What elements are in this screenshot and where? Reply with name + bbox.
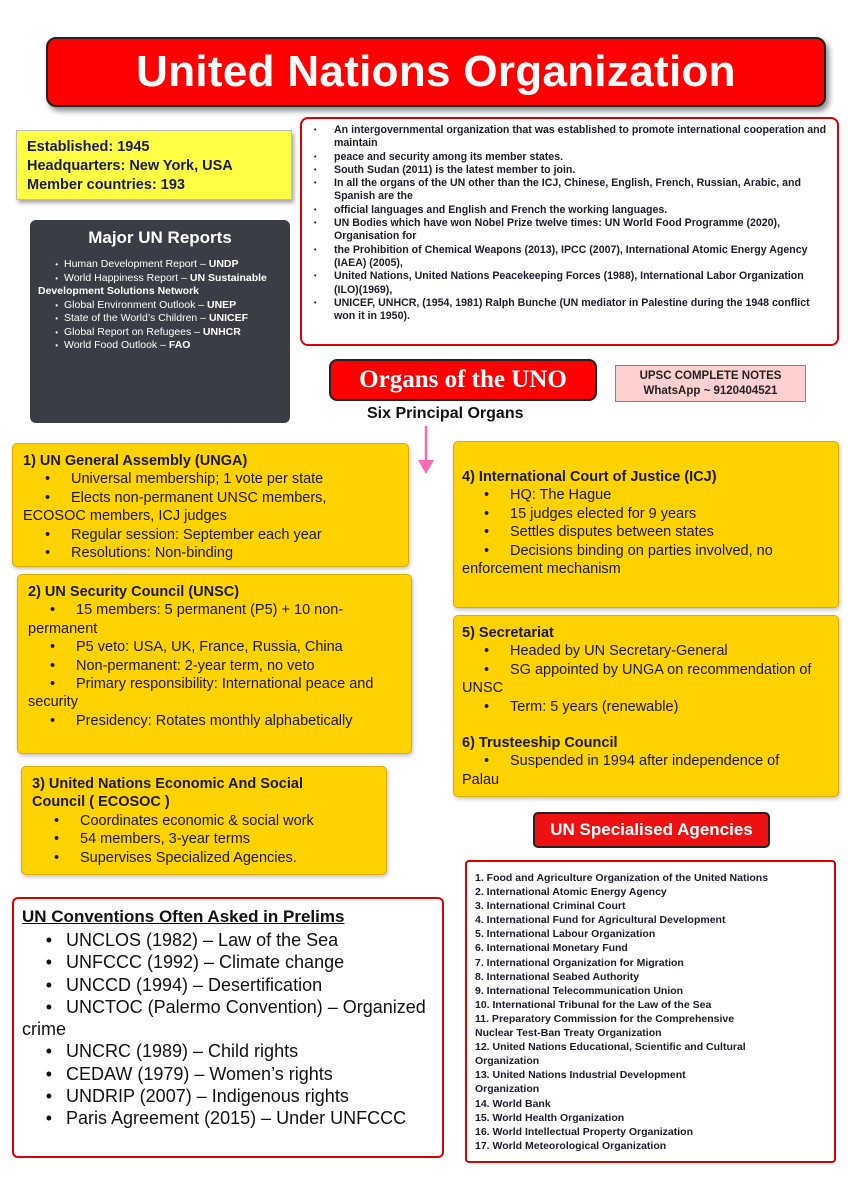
agency-item: 7. International Organization for Migration — [475, 956, 684, 969]
convention-item: • CEDAW (1979) – Women’s rights — [45, 1063, 333, 1084]
major-reports-box — [30, 220, 290, 423]
secretariat-item: • SG appointed by UNGA on recommendation of — [484, 661, 812, 678]
report-item: • World Food Outlook – FAO — [55, 339, 191, 351]
icj-item: • HQ: The Hague — [484, 487, 612, 504]
convention-item: • UNCCD (1994) – Desertification — [45, 974, 323, 995]
agency-item: 6. International Monetary Fund — [475, 942, 628, 955]
unga-item-wrap: ECOSOC members, ICJ judges — [23, 508, 227, 525]
agency-item: 5. International Labour Organization — [475, 928, 656, 941]
agency-item: 12. United Nations Educational, Scientific and Cultural — [475, 1041, 746, 1054]
report-item: • State of the World’s Children – UNICEF — [55, 312, 249, 324]
unsc-box — [17, 574, 412, 754]
spacer — [462, 716, 830, 734]
icj-box — [453, 441, 839, 608]
agency-item: 8. International Seabed Authority — [475, 970, 640, 983]
member-countries-line: Member countries: 193 — [27, 177, 185, 193]
down-arrow-icon — [416, 426, 436, 476]
conventions-heading: UN Conventions Often Asked in Prelims — [22, 907, 345, 926]
icj-item: • 15 judges elected for 9 years — [484, 505, 697, 522]
convention-item-wrap: crime — [22, 1019, 66, 1040]
secretariat-item: • Headed by UN Secretary-General — [484, 643, 728, 660]
agency-item: 3. International Criminal Court — [475, 900, 626, 913]
fact-line: • An intergovernmental organization that was established to promote international cooperation and maintain — [314, 124, 827, 150]
un-facts-box — [300, 117, 839, 346]
organs-banner — [329, 359, 597, 401]
agency-item: Organization — [475, 1083, 540, 1096]
established-box — [16, 130, 292, 200]
trusteeship-item-wrap: Palau — [462, 771, 500, 788]
convention-item: • UNCTOC (Palermo Convention) – Organized — [45, 996, 426, 1017]
agency-item: 15. World Health Organization — [475, 1111, 625, 1124]
unsc-item: • Primary responsibility: International peace and — [50, 676, 374, 693]
agency-item: 13. United Nations Industrial Development — [475, 1069, 686, 1082]
unsc-heading: 2) UN Security Council (UNSC) — [28, 584, 240, 600]
convention-item: • UNCRC (1989) – Child rights — [45, 1041, 299, 1062]
trusteeship-item: • Suspended in 1994 after independence of — [484, 753, 780, 770]
headquarters-line: Headquarters: New York, USA — [27, 158, 233, 174]
agency-item: 4. International Fund for Agricultural Development — [475, 914, 726, 927]
unsc-item: • Presidency: Rotates monthly alphabetically — [50, 712, 353, 729]
agency-item: 10. International Tribunal for the Law of the Sea — [475, 998, 712, 1011]
agencies-banner — [533, 812, 770, 848]
unga-item: • Elects non-permanent UNSC members, — [45, 489, 327, 506]
fact-line: • In all the organs of the UN other than the ICJ, Chinese, English, French, Russian, Arabic, and Spanish are the — [314, 177, 801, 203]
fact-line: • UN Bodies which have won Nobel Prize twelve times: UN World Food Programme (2020), Organisation for — [314, 217, 781, 243]
unga-item: • Resolutions: Non-binding — [45, 545, 234, 562]
convention-item: • Paris Agreement (2015) – Under UNFCCC — [45, 1108, 407, 1129]
unga-item: • Regular session: September each year — [45, 526, 322, 543]
agencies-list — [465, 860, 836, 1163]
icj-heading: 4) International Court of Justice (ICJ) — [462, 469, 717, 485]
unsc-item: • Non-permanent: 2-year term, no veto — [50, 657, 315, 674]
organs-title: Organs of the UNO — [359, 366, 567, 393]
unsc-item-wrap: permanent — [28, 620, 98, 637]
secretariat-box — [453, 615, 839, 797]
icj-item: • Decisions binding on parties involved, no — [484, 542, 773, 559]
convention-item: • UNFCCC (1992) – Climate change — [45, 952, 345, 973]
ecosoc-item: • Supervises Specialized Agencies. — [54, 849, 297, 866]
agency-item: 2. International Atomic Energy Agency — [475, 886, 667, 899]
upsc-notes-badge — [615, 365, 806, 402]
ecosoc-heading: Council ( ECOSOC ) — [32, 794, 170, 811]
ecosoc-item: • Coordinates economic & social work — [54, 812, 314, 829]
icj-item: • Settles disputes between states — [484, 524, 714, 541]
title-banner — [46, 37, 826, 107]
report-item: • Global Report on Refugees – UNHCR — [55, 325, 241, 338]
unga-heading: 1) UN General Assembly (UNGA) — [23, 453, 248, 469]
secretariat-item-wrap: UNSC — [462, 680, 504, 697]
agency-item: 17. World Meteorological Organization — [475, 1139, 667, 1152]
agency-item: 9. International Telecommunication Union — [475, 984, 684, 997]
conventions-box — [12, 897, 444, 1158]
agency-item: Nuclear Test-Ban Treaty Organization — [475, 1027, 662, 1040]
trusteeship-heading: 6) Trusteeship Council — [462, 735, 618, 752]
page-title: United Nations Organization — [136, 47, 736, 96]
upsc-line: UPSC COMPLETE NOTES — [639, 370, 782, 382]
unsc-item: • 15 members: 5 permanent (P5) + 10 non- — [50, 602, 344, 619]
secretariat-item: • Term: 5 years (renewable) — [484, 698, 679, 715]
report-item: • Human Development Report – UNDP — [55, 258, 239, 270]
established-line: Established: 1945 — [27, 139, 150, 155]
ecosoc-heading: 3) United Nations Economic And Social — [32, 776, 303, 792]
secretariat-heading: 5) Secretariat — [462, 625, 554, 641]
agency-item: 16. World Intellectual Property Organization — [475, 1125, 694, 1138]
ecosoc-box — [21, 766, 387, 875]
organs-subtitle: Six Principal Organs — [367, 405, 524, 422]
unsc-item-wrap: security — [28, 694, 78, 711]
fact-line: • peace and security among its member states. — [314, 150, 564, 163]
unga-box — [12, 443, 409, 567]
agencies-title: UN Specialised Agencies — [550, 820, 753, 839]
fact-line: • South Sudan (2011) is the latest member to join. — [314, 163, 576, 176]
fact-line: • UNICEF, UNHCR, (1954, 1981) Ralph Bunche (UN mediator in Palestine during the 1948 conflict won it in 1950). — [314, 296, 810, 323]
ecosoc-item: • 54 members, 3-year terms — [54, 831, 251, 848]
whatsapp-line: WhatsApp ~ 9120404521 — [643, 385, 778, 397]
unsc-item: • P5 veto: USA, UK, France, Russia, China — [50, 639, 343, 656]
agency-item: 1. Food and Agriculture Organization of the United Nations — [475, 872, 769, 884]
unga-item: • Universal membership; 1 vote per state — [45, 471, 324, 488]
icj-item-wrap: enforcement mechanism — [462, 561, 621, 578]
agency-item: Organization — [475, 1055, 540, 1068]
fact-line: • official languages and English and French the working languages. — [314, 203, 668, 216]
agency-item: 11. Preparatory Commission for the Comprehensive — [475, 1012, 735, 1025]
convention-item: • UNDRIP (2007) – Indigenous rights — [45, 1086, 349, 1107]
agency-item: 14. World Bank — [475, 1097, 551, 1110]
fact-line: • the Prohibition of Chemical Weapons (2013), IPCC (2007), International Atomic Energy Agency (IAEA) (2005), — [314, 243, 808, 269]
report-item: • World Happiness Report – UN Sustainable Development Solutions Network — [38, 271, 267, 297]
convention-item: • UNCLOS (1982) – Law of the Sea — [45, 930, 339, 950]
reports-heading: Major UN Reports — [88, 228, 232, 247]
report-item: • Global Environment Outlook – UNEP — [55, 298, 237, 311]
fact-line: • United Nations, United Nations Peacekeeping Forces (1988), International Labor Organization (ILO)(1969), — [314, 270, 804, 296]
